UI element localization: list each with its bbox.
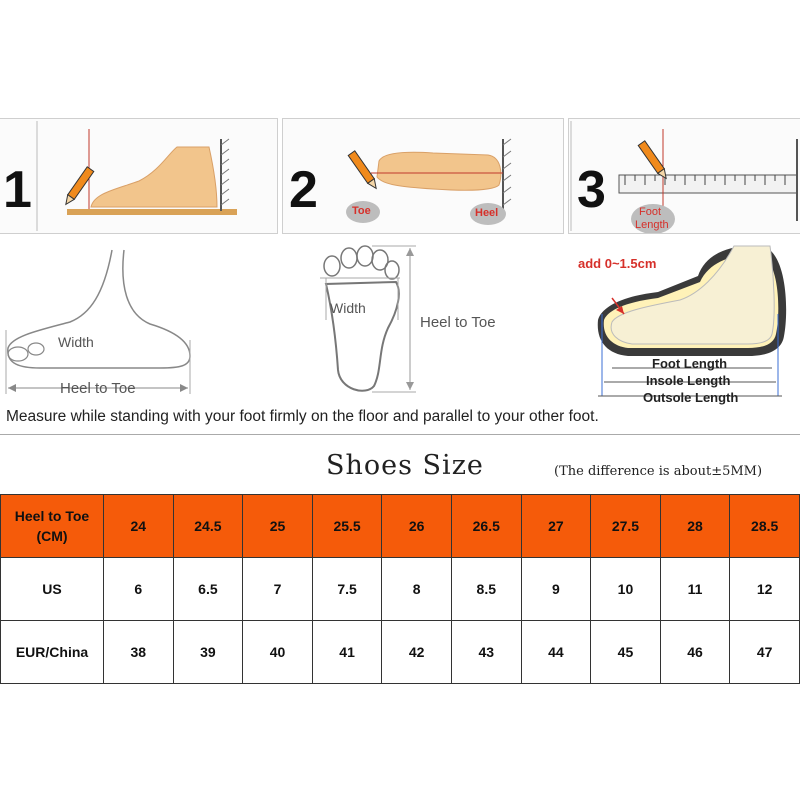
step-2-panel [282,118,564,234]
side-width-label: Width [58,334,94,350]
cm-cell: 24.5 [173,495,243,558]
shoe-insole-length-label: Insole Length [646,373,731,388]
eur-cell: 46 [660,621,730,684]
sole-width-label: Width [330,300,366,316]
us-label: US [1,558,104,621]
us-cell: 11 [660,558,730,621]
step-3-panel [568,118,800,234]
foot-length-label-2: Length [635,219,669,231]
step-1-number: 1 [3,161,32,219]
step-2-illustration [283,119,563,233]
step-2-number: 2 [289,161,318,219]
eur-cell: 41 [312,621,382,684]
size-table [0,494,800,684]
heel-to-toe-label: Heel to Toe (CM) [1,495,104,558]
sole-outline [326,282,399,391]
shoe-foot-length-label: Foot Length [652,356,728,371]
pencil-icon [348,151,379,191]
us-cell: 7.5 [312,558,382,621]
us-cell: 12 [730,558,800,621]
us-cell: 8 [382,558,452,621]
cm-cell: 24 [104,495,174,558]
us-row [1,558,800,621]
table-note: (The difference is about±5MM) [554,464,763,479]
foot-outline-side [8,250,190,368]
heel-label: Heel [475,207,499,219]
step-3-illustration [569,119,800,233]
eur-cell: 42 [382,621,452,684]
eur-cell: 40 [243,621,313,684]
foot-shape [91,147,217,207]
heel-to-toe-row [1,495,800,558]
eur-label: EUR/China [1,621,104,684]
cm-cell: 25.5 [312,495,382,558]
cm-cell: 26 [382,495,452,558]
us-cell: 9 [521,558,591,621]
step-1-panel [0,118,278,234]
eur-cell: 44 [521,621,591,684]
us-cell: 7 [243,558,313,621]
ruler [619,175,797,193]
cm-cell: 28 [660,495,730,558]
foot-length-label-1: Foot [639,206,662,218]
eur-cell: 47 [730,621,800,684]
eur-row [1,621,800,684]
eur-cell: 43 [451,621,521,684]
sole-heel-to-toe-label: Heel to Toe [420,314,496,331]
cm-cell: 27.5 [591,495,661,558]
us-cell: 6 [104,558,174,621]
table-title: Shoes Size [326,450,484,481]
shoe-add-label: add 0~1.5cm [578,256,657,271]
side-heel-to-toe-label: Heel to Toe [60,380,136,397]
cm-cell: 26.5 [451,495,521,558]
step-1-illustration [0,119,277,233]
cm-cell: 25 [243,495,313,558]
eur-cell: 45 [591,621,661,684]
shoe-outsole-length-label: Outsole Length [643,390,739,405]
foot-top-shape [377,152,501,190]
us-cell: 6.5 [173,558,243,621]
us-cell: 10 [591,558,661,621]
section-divider [0,434,800,435]
cm-cell: 27 [521,495,591,558]
toe-label: Toe [352,205,371,217]
cm-cell: 28.5 [730,495,800,558]
eur-cell: 39 [173,621,243,684]
eur-cell: 38 [104,621,174,684]
step-3-number: 3 [577,161,606,219]
measure-caption: Measure while standing with your foot firmly on the floor and parallel to your other foot. [6,408,599,425]
us-cell: 8.5 [451,558,521,621]
